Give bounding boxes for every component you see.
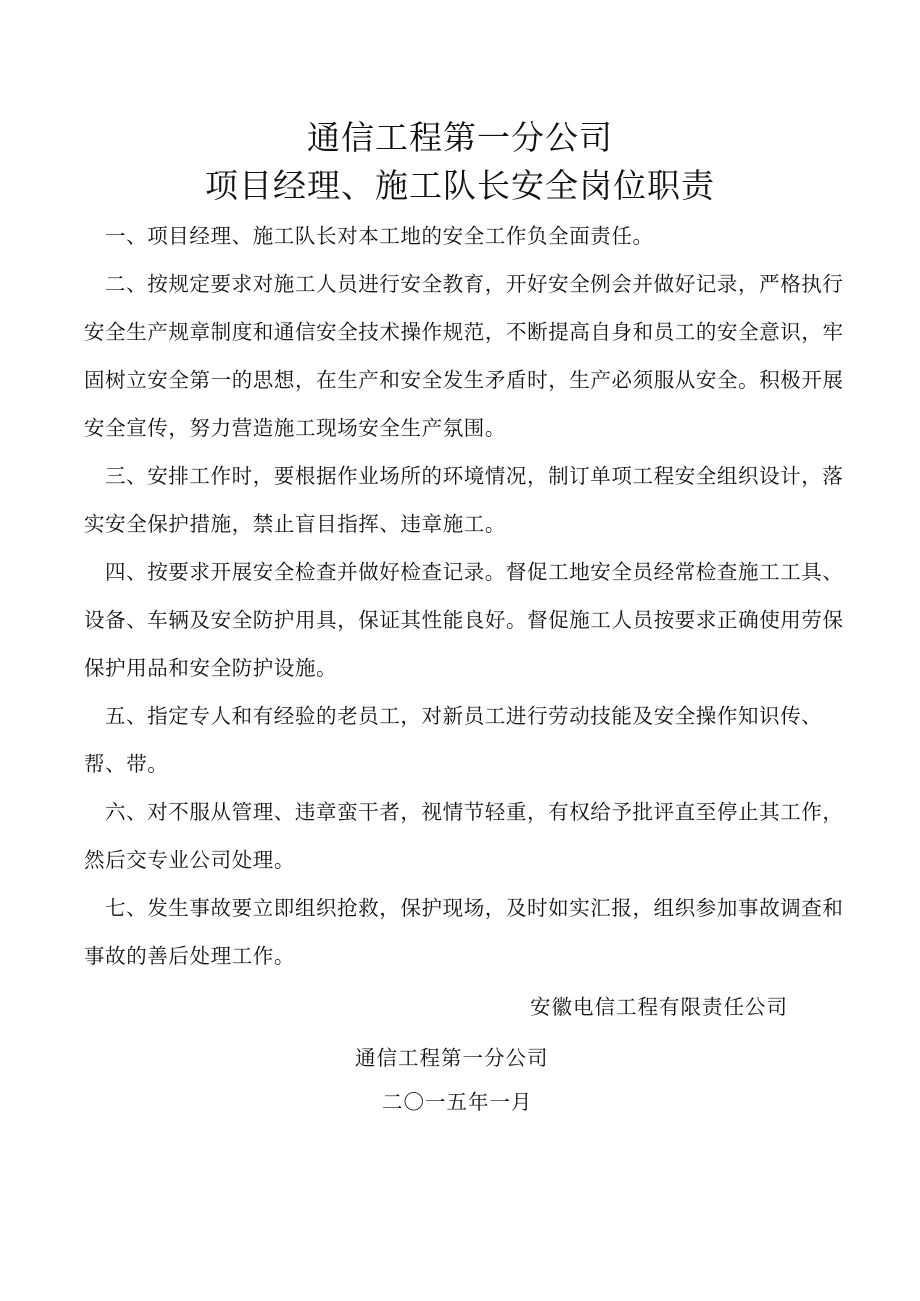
clause-7: 七、发生事故要立即组织抢救，保护现场，及时如实汇报，组织参加事故调查和事故的善后处理工作。	[84, 896, 844, 968]
clause-1: 一、项目经理、施工队长对本工地的安全工作负全面责任。	[105, 224, 654, 248]
document-title-line1: 通信工程第一分公司	[307, 118, 613, 157]
clause-3: 三、安排工作时，要根据作业场所的环境情况，制订单项工程安全组织设计，落实安全保护措施，禁止盲目指挥、违章施工。	[84, 464, 844, 536]
clause-5: 五、指定专人和有经验的老员工，对新员工进行劳动技能及安全操作知识传、帮、带。	[84, 704, 823, 776]
document-title-line2: 项目经理、施工队长安全岗位职责	[205, 166, 715, 205]
document-body	[84, 212, 844, 980]
clause-6: 六、对不服从管理、违章蛮干者，视情节轻重，有权给予批评直至停止其工作，然后交专业公司处理。	[84, 800, 844, 872]
signature-company: 安徽电信工程有限责任公司	[530, 995, 788, 1019]
signature-date: 二〇一五年一月	[382, 1090, 533, 1114]
signature-branch: 通信工程第一分公司	[355, 1046, 549, 1070]
clause-2: 二、按规定要求对施工人员进行安全教育，开好安全例会并做好记录，严格执行安全生产规章制度和通信安全技术操作规范，不断提高自身和员工的安全意识，牢固树立安全第一的思想，在生产和安全发生矛盾时，生产必须服从安全。积极开展安全宣传，努力营造施工现场安全生产氛围。	[84, 272, 844, 440]
clause-4: 四、按要求开展安全检查并做好检查记录。督促工地安全员经常检查施工工具、设备、车辆及安全防护用具，保证其性能良好。督促施工人员按要求正确使用劳保保护用品和安全防护设施。	[84, 560, 844, 680]
